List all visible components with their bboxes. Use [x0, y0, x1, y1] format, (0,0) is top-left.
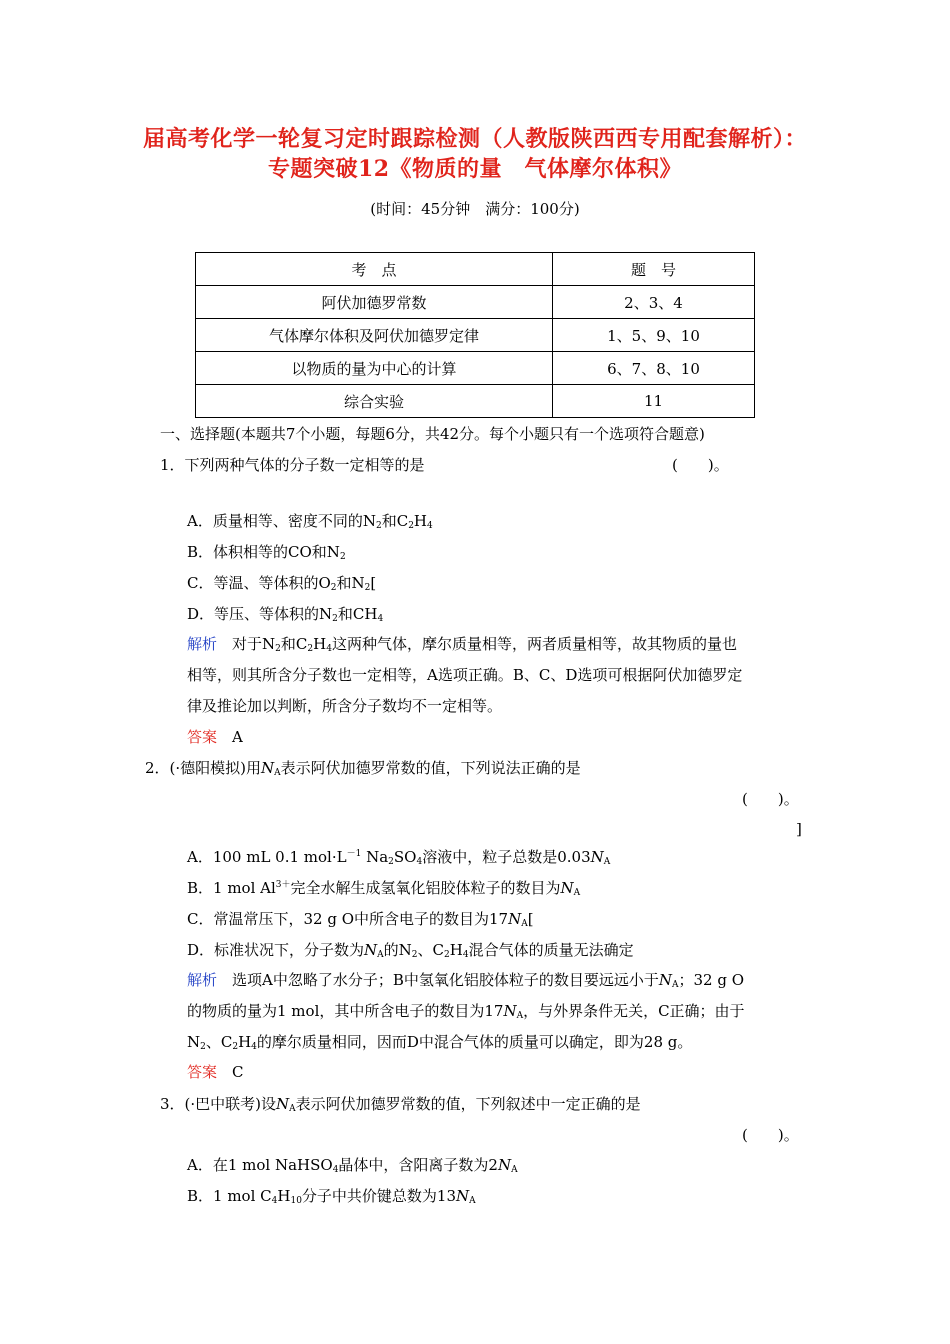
- q3-option-a: A．在1 mol NaHSO$_4$晶体中，含阳离子数为$2N_A$: [187, 1156, 518, 1175]
- q1-explanation-line-2: 相等，则其所含分子数也一定相等，A选项正确。B、C、D选项可根据阿伏加德罗定: [187, 666, 743, 684]
- table-row: [196, 286, 755, 319]
- q1-option-d: D．等压、等体积的$N_2$和$CH_4$: [187, 605, 384, 624]
- q2-explanation-line-1: 解析 选项A中忽略了水分子；B中氢氧化铝胶体粒子的数目要远远小于$N_A$；32 g O: [187, 971, 745, 990]
- question-2-answer-blank: ( )。: [742, 790, 799, 808]
- table-cell-topic: 以物质的量为中心的计算: [196, 352, 553, 385]
- q2-explanation-line-3: $N_2$、$C_2H_4$的摩尔质量相同，因而D中混合气体的质量可以确定，即为28 g。: [187, 1033, 693, 1052]
- q2-answer: 答案 C: [187, 1063, 244, 1081]
- q1-option-a: A．质量相等、密度不同的$N_2$和$C_2H_4$: [187, 512, 433, 531]
- q2-option-a: A．100 mL 0.1 $mol\cdot L^{-1}$ $Na_2SO_4$溶液中，粒子总数是$0.03N_A$: [187, 848, 611, 867]
- explanation-label: 解析: [187, 971, 218, 989]
- q1-answer: 答案 A: [187, 728, 243, 746]
- q2-option-b: B．1 mol $Al^{3+}$完全水解生成氢氧化铝胶体粒子的数目为$N_A$: [187, 879, 581, 898]
- q1-explanation-line-3: 律及推论加以判断，所含分子数均不一定相等。: [187, 697, 503, 715]
- table-cell-topic: 综合实验: [196, 385, 553, 418]
- question-3-stem: 3．(·巴中联考)设$N_A$表示阿伏加德罗常数的值，下列叙述中一定正确的是: [160, 1095, 641, 1114]
- q1-option-c: C．等温、等体积的$O_2$和$N_2$[: [187, 574, 377, 593]
- q3-option-b: B．1 mol $C_4H_{10}$分子中共价键总数为$13N_A$: [187, 1187, 476, 1206]
- table-row: [196, 385, 755, 418]
- table-cell-number: 2、3、4: [553, 286, 755, 319]
- title-line-2: 专题突破12《物质的量 气体摩尔体积》: [267, 156, 683, 182]
- stray-bracket: ]: [796, 820, 802, 838]
- table-cell-topic: 气体摩尔体积及阿伏加德罗定律: [196, 319, 553, 352]
- explanation-label: 解析: [187, 635, 218, 653]
- table-header-topic: 考 点: [196, 253, 553, 286]
- q2-option-d: D．标准状况下，分子数为$N_A$的$N_2$、$C_2H_4$混合气体的质量无法确定: [187, 941, 634, 960]
- q2-option-c: C．常温常压下，32 g O中所含电子的数目为$17N_A$[: [187, 910, 534, 929]
- answer-label: 答案: [187, 1063, 218, 1081]
- table-row: [196, 352, 755, 385]
- table-header-number: 题 号: [553, 253, 755, 286]
- section-heading: 一、选择题(本题共7个小题，每题6分，共42分。每个小题只有一个选项符合题意): [160, 425, 705, 443]
- question-3-answer-blank: ( )。: [742, 1126, 799, 1144]
- q2-explanation-line-2: 的物质的量为1 mol，其中所含电子的数目为$17N_A$，与外界条件无关，C正确；由于: [187, 1002, 745, 1021]
- answer-label: 答案: [187, 728, 218, 746]
- question-1-answer-blank: ( )。: [672, 456, 729, 474]
- table-cell-number: 11: [553, 385, 755, 418]
- table-cell-number: 6、7、8、10: [553, 352, 755, 385]
- table-cell-number: 1、5、9、10: [553, 319, 755, 352]
- table-cell-topic: 阿伏加德罗常数: [196, 286, 553, 319]
- q1-explanation-line-1: 解析 对于$N_2$和$C_2H_4$这两种气体，摩尔质量相等，两者质量相等，故其物质的量也: [187, 635, 737, 654]
- q1-option-b: B．体积相等的CO和$N_2$: [187, 543, 346, 562]
- question-1-stem: 1．下列两种气体的分子数一定相等的是: [160, 456, 425, 474]
- time-score-info: (时间：45分钟 满分：100分): [370, 200, 580, 218]
- title-line-1: 届高考化学一轮复习定时跟踪检测（人教版陕西西专用配套解析）：: [142, 126, 807, 152]
- table-header-row: [196, 253, 755, 286]
- table-row: [196, 319, 755, 352]
- question-2-stem: 2．(·德阳模拟)用$N_A$表示阿伏加德罗常数的值，下列说法正确的是: [145, 759, 581, 778]
- topic-table: [195, 252, 755, 418]
